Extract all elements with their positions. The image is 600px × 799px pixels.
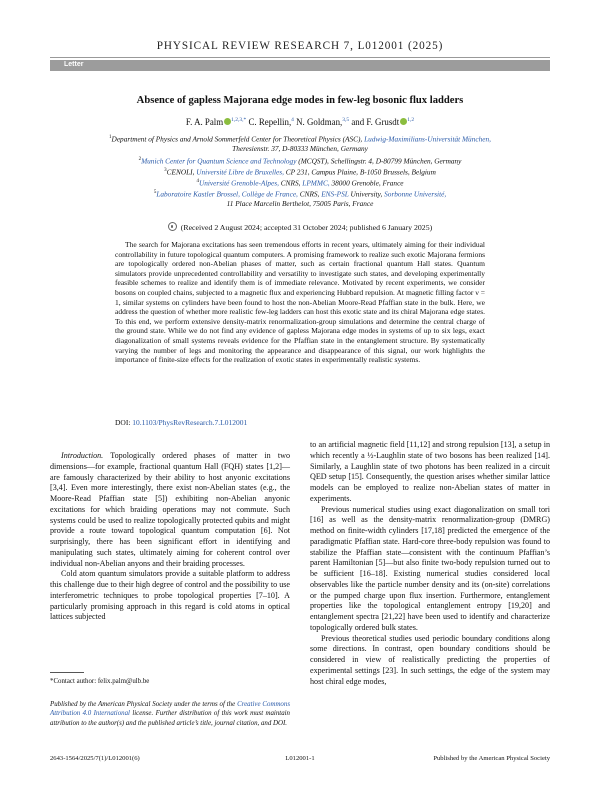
author-palm: F. A. Palm bbox=[185, 117, 224, 127]
affiliation-1 bbox=[0, 133, 600, 154]
aff-number: 1 bbox=[109, 135, 112, 140]
aff-text: CENOLI, bbox=[166, 167, 195, 177]
author-sup[interactable]: 3,5 bbox=[342, 117, 350, 124]
header-rule bbox=[50, 57, 550, 58]
dates-text: (Received 2 August 2024; accepted 31 October 2024; published 6 January 2025) bbox=[180, 223, 433, 232]
journal-header: PHYSICAL REVIEW RESEARCH 7, L012001 (2025) bbox=[156, 40, 444, 52]
aff-link[interactable]: Sorbonne Université, bbox=[384, 189, 447, 199]
footer-issn: 2643-1564/2025/7(1)/L012001(6) bbox=[50, 755, 140, 762]
aff-number: 5 bbox=[153, 190, 157, 195]
author-sup[interactable]: 1,2 bbox=[407, 117, 415, 124]
aff-link[interactable]: ENS-PSL bbox=[321, 189, 349, 199]
license-text: license. Further distribution of this work must maintain attribution to the author(s) and the published article’s title, journal citation, and DOI. bbox=[50, 710, 290, 727]
badge-label: Letter bbox=[64, 61, 84, 68]
footer-publisher: Published by the American Physical Society bbox=[433, 755, 550, 762]
footnote-rule bbox=[50, 672, 84, 673]
aff-link[interactable]: Laboratoire Kastler Brossel, bbox=[156, 189, 240, 199]
aff-link[interactable]: Université Libre de Bruxelles, bbox=[196, 167, 284, 177]
affiliation-3 bbox=[0, 166, 600, 177]
aff-link[interactable]: Munich Center for Quantum Science and Technology bbox=[141, 156, 297, 166]
author-grusdt: and F. Grusdt bbox=[351, 117, 400, 127]
letter-badge bbox=[50, 60, 550, 71]
aff-text: Department of Physics and Arnold Sommerfeld Center for Theoretical Physics (ASC), bbox=[111, 134, 363, 144]
aff-number: 4 bbox=[196, 179, 199, 184]
publication-dates bbox=[0, 222, 600, 232]
aff-number: 2 bbox=[138, 157, 142, 162]
aff-link[interactable]: Collège de France, bbox=[241, 189, 298, 199]
abstract: The search for Majorana excitations has seen tremendous efforts in recent years, ultimately aiming for their individual controllability in future topological quantum computers. A promising framework to realize such exotic Majorana fermions are topologically ordered non-Abelian phases of matter, such as certain fractional quantum Hall states. Quantum simulators provide unprecedented controllability and versatility to investigate such states, and developing experimentally feasible schemes to realize and identify them is of immediate relevance. Motivated by recent experiments, we consider bosons on coupled chains, subjected to a magnetic flux and experiencing Hubbard repulsion. At magnetic filling factor ν = 1, similar systems on cylinders have been found to host the non-Abelian Moore-Read Pfaffian state in the bulk. Here, we address the question of whether more realistic few-leg ladders can host this exotic state and its chiral Majorana edge states. To this end, we perform extensive density-matrix renormalization-group simulations and determine the central charge of the ground state. While we do not find any evidence of gapless Majorana edge modes in systems of up to six legs, exact diagonalization of small systems reveals evidence for the Pfaffian state in the entanglement structure. By systematically varying the number of legs and monitoring the appearance and disappearance of this signal, our work highlights the importance of finite-size effects for the realization of exotic states in experimentally realistic systems. bbox=[115, 240, 485, 365]
aff-text: Theresienstr. 37, D-80333 München, Germany bbox=[232, 144, 368, 154]
paragraph: Cold atom quantum simulators provide a suitable platform to address this challenge due to their high degree of control and the possibility to use interferometric techniques to probe topological properties [7–10]. A particularly promising approach in this regard is cold atoms in optical lattices subjected bbox=[50, 569, 290, 622]
paragraph: Previous theoretical studies used periodic boundary conditions along some directions. In contrast, open boundary conditions should be considered in view of realistically predicting the properties of experimental settings [23]. In such settings, the edge of the system may host chiral edge modes, bbox=[310, 633, 550, 686]
author-sup[interactable]: 1,2,3,* bbox=[231, 117, 247, 124]
aff-number: 3 bbox=[164, 168, 167, 173]
aff-text: CNRS, bbox=[299, 189, 320, 199]
author-repellin: C. Repellin, bbox=[248, 117, 292, 127]
aff-text: 38000 Grenoble, France bbox=[331, 178, 404, 188]
aff-link[interactable]: LPMMC, bbox=[302, 178, 330, 188]
left-column bbox=[50, 451, 290, 623]
aff-text: 11 Place Marcelin Berthelot, 75005 Paris, France bbox=[226, 199, 374, 209]
paragraph-text: Topologically ordered phases of matter in two dimensions—for example, fractional quantum Hall (FQH) states [1,2]—are famously characterized by their ability to host anyonic excitations [3,4]. Even more interestingly, there exist non-Abelian states (e.g., the Moore-Read Pfaffian state [5]) exhibiting non-Abelian anyonic excitations for which braiding operations may not commute. Such systems could be used to realize topologically protected qubits and might provide a route toward topological quantum computation [6]. Not surprisingly, there has been significant effort in identifying and manipulating such states, ultimately aiming for coherent control over individual non-Abelian anyons and their braiding processes. bbox=[50, 451, 290, 568]
affiliation-4 bbox=[0, 177, 600, 188]
aff-text: CNRS, bbox=[280, 178, 301, 188]
paper-title: Absence of gapless Majorana edge modes in few-leg bosonic flux ladders bbox=[136, 95, 464, 106]
aff-link[interactable]: Ludwig-Maximilians-Universität München, bbox=[364, 134, 491, 144]
author-list bbox=[0, 117, 600, 127]
doi-label: DOI: bbox=[115, 418, 131, 427]
aff-text: (MCQST), Schellingstr. 4, D-80799 München, Germany bbox=[298, 156, 462, 166]
affiliation-2 bbox=[0, 155, 600, 166]
paragraph: to an artificial magnetic field [11,12] and strong repulsion [13], a setup in which recently a ½-Laughlin state of two bosons has been realized [14]. Similarly, a Laughlin state of two photons has been realized in a circuit QED setup [15]. Consequently, the question arises whether similar lattice models can be employed to realize non-Abelian states of matter in experiments. bbox=[310, 440, 550, 503]
corresponding-author: *Contact author: felix.palm@ulb.be bbox=[50, 678, 150, 685]
right-column bbox=[310, 440, 550, 687]
paragraph: Previous numerical studies using exact diagonalization on small tori [16] as well as the density-matrix renormalization-group (DMRG) method on finite-width cylinders [17,18] predicted the emergence of the paradigmatic Pfaffian state. Hard-core three-body repulsion was found to stabilize the Pfaffian state—consistent with the continuum Pfaffian’s parent Hamiltonian [5]—but also finite two-body repulsion turned out to be sufficient [16–18]. Existing numerical studies considered local observables like the particle number density and its (on-site) correlations or the pumped charge upon flux insertion. Furthermore, entanglement properties like the topological entanglement entropy [19,20] and entanglement spectra [21,22] have been used to identify and characterize topologically ordered bulk states. bbox=[310, 504, 550, 632]
doi-link[interactable]: 10.1103/PhysRevResearch.7.L012001 bbox=[132, 418, 248, 427]
license-note bbox=[50, 700, 290, 728]
section-lead: Introduction. bbox=[61, 451, 104, 460]
affiliation-5 bbox=[0, 188, 600, 209]
author-goldman: N. Goldman, bbox=[296, 117, 343, 127]
aff-text: University, bbox=[350, 189, 383, 199]
author-sup[interactable]: 4 bbox=[291, 117, 294, 124]
footer-page: L012001-1 bbox=[285, 755, 315, 762]
doi-line bbox=[115, 418, 485, 427]
check-for-updates-icon[interactable] bbox=[168, 222, 177, 231]
page-footer bbox=[50, 755, 550, 764]
license-link[interactable]: Creative Commons Attribution 4.0 International bbox=[50, 701, 290, 718]
aff-link[interactable]: Université Grenoble-Alpes, bbox=[198, 178, 279, 188]
license-text: Published by the American Physical Society under the terms of the bbox=[50, 701, 236, 708]
aff-text: CP 231, Campus Plaine, B-1050 Brussels, Belgium bbox=[285, 167, 436, 177]
paragraph bbox=[50, 451, 290, 569]
